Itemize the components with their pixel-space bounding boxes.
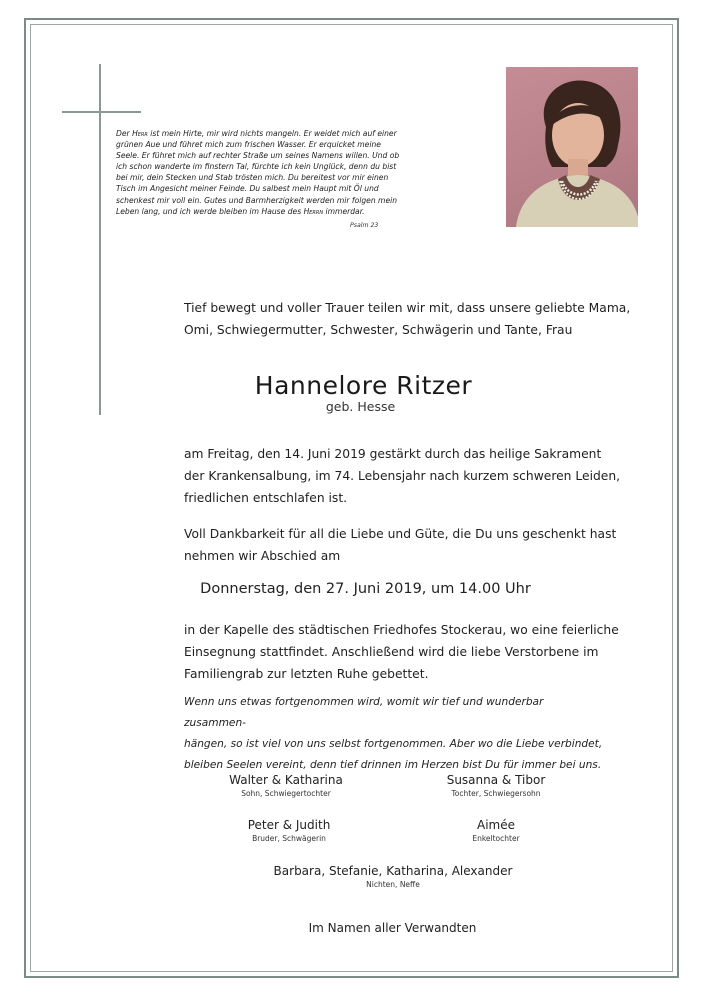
- quote-line-3: bleiben Seelen vereint, denn tief drinnen im Herzen bist Du für immer bei uns.: [184, 759, 602, 771]
- death-text: [184, 443, 620, 509]
- death-line-3: friedlichen entschlafen ist.: [184, 491, 348, 505]
- portrait-illustration: [506, 67, 638, 227]
- mourner-susanna-tibor: [396, 773, 596, 799]
- quote-line-2: hängen, so ist viel von uns selbst fortgenommen. Aber wo die Liebe verbindet,: [184, 738, 603, 750]
- mourner-peter-judith: [189, 818, 389, 844]
- farewell-line-1: Voll Dankbarkeit für all die Liebe und Güte, die Du uns geschenkt hast: [184, 527, 617, 541]
- location-text: [184, 619, 619, 685]
- announcement-text: [184, 297, 630, 341]
- service-date: Donnerstag, den 27. Juni 2019, um 14.00 Uhr: [200, 581, 531, 597]
- mourner-walter-katharina: [186, 773, 386, 799]
- quote-text: [184, 692, 604, 776]
- deceased-name: Hannelore Ritzer: [254, 371, 473, 400]
- farewell-line-2: nehmen wir Abschied am: [184, 549, 341, 563]
- mourner-names: Susanna & Tibor: [446, 773, 546, 787]
- mourner-names: Barbara, Stefanie, Katharina, Alexander: [273, 864, 513, 878]
- location-line-3: Familiengrab zur letzten Ruhe gebettet.: [184, 667, 429, 681]
- mourner-relation: Sohn, Schwiegertochter: [241, 789, 331, 798]
- announcement-line-1: Tief bewegt und voller Trauer teilen wir mit, dass unsere geliebte Mama,: [184, 301, 631, 315]
- farewell-text: [184, 523, 616, 567]
- death-line-1: am Freitag, den 14. Juni 2019 gestärkt durch das heilige Sakrament: [184, 447, 602, 461]
- announcement-line-2: Omi, Schwiegermutter, Schwester, Schwägerin und Tante, Frau: [184, 323, 573, 337]
- death-line-2: der Krankensalbung, im 74. Lebensjahr nach kurzem schweren Leiden,: [184, 469, 621, 483]
- mourner-relation: Nichten, Neffe: [366, 880, 420, 889]
- mourner-relation: Tochter, Schwiegersohn: [451, 789, 541, 798]
- closing-line: Im Namen aller Verwandten: [308, 921, 477, 935]
- location-line-2: Einsegnung stattfindet. Anschließend wird die liebe Verstorbene im: [184, 645, 599, 659]
- mourner-names: Walter & Katharina: [229, 773, 343, 787]
- location-line-1: in der Kapelle des städtischen Friedhofes Stockerau, wo eine feierliche: [184, 623, 619, 637]
- psalm-reference: Psalm 23: [350, 222, 379, 229]
- portrait-photo: [506, 67, 638, 227]
- mourner-names: Peter & Judith: [247, 818, 331, 832]
- birth-name: geb. Hesse: [325, 399, 396, 414]
- mourner-nieces-nephew: [243, 864, 543, 890]
- mourner-relation: Bruder, Schwägerin: [252, 834, 326, 843]
- mourner-names: Aimée: [477, 818, 515, 832]
- cross-icon-vertical: [99, 64, 101, 415]
- mourner-relation: Enkeltochter: [472, 834, 520, 843]
- quote-line-1: Wenn uns etwas fortgenommen wird, womit wir tief und wunderbar zusammen-: [184, 696, 544, 729]
- cross-icon-horizontal: [62, 111, 141, 113]
- mourner-aimee: [396, 818, 596, 844]
- psalm-text: Der Herr ist mein Hirte, mir wird nichts mangeln. Er weidet mich auf einer grünen Aue und führet mich zum frischen Wasser. Er erquicket meine Seele. Er führet mich auf rechter Straße um seines Namens willen. Und ob ich schon wanderte im finstern Tal, fürchte ich kein Unglück, denn du bist bei mir, dein Stecken und Stab trösten mich. Du bereitest vor mir einen Tisch im Angesicht meiner Feinde. Du salbest mein Haupt mit Öl und schenkest mir voll ein. Gutes und Barmherzigkeit werden mir folgen mein Leben lang, und ich werde bleiben im Hause des Herrn immerdar.: [116, 129, 400, 216]
